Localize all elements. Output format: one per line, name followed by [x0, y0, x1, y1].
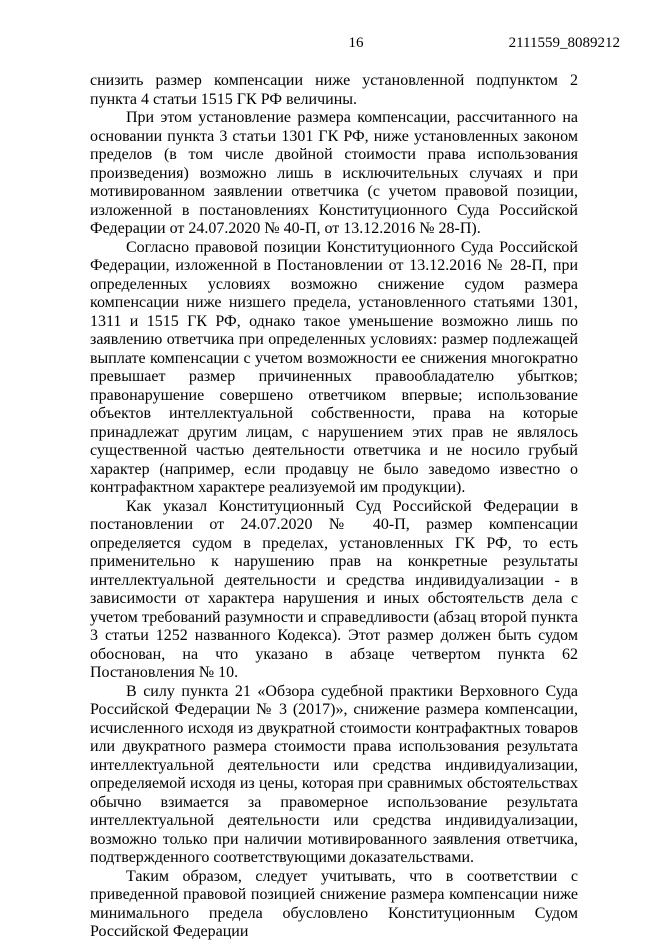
page-number: 16 [348, 35, 364, 51]
body-paragraph-1: снизить размер компенсации ниже установленной подпунктом 2 пункта 4 статьи 1515 ГК РФ величины. [90, 72, 578, 108]
document-number: 2111559_8089212 [508, 35, 620, 51]
body-paragraph-4: Как указал Конституционный Суд Российской Федерации в постановлении от 24.07.2020 № 40-П, размер компенсации определяется судом в пределах, установленных ГК РФ, то есть применительно к нарушению прав на конкретные результаты интеллектуальной деятельности и средства индивидуализации - в зависимости от характера нарушения и иных обстоятельств дела с учетом требований разумности и справедливости (абзац второй пункта 3 статьи 1252 названного Кодекса). Этот размер должен быть судом обоснован, на что указано в абзаце четвертом пункта 62 Постановления № 10. [90, 497, 578, 681]
page-header [0, 35, 667, 55]
body-paragraph-2: При этом установление размера компенсации, рассчитанного на основании пункта 3 статьи 1301 ГК РФ, ниже установленных законом пределов (в том числе двойной стоимости права использования произведения) возможно лишь в исключительных случаях и при мотивированном заявлении ответчика (с учетом правовой позиции, изложенной в постановлениях Конституционного Суда Российской Федерации от 24.07.2020 № 40-П, от 13.12.2016 № 28-П). [90, 109, 578, 237]
body-paragraph-5: В силу пункта 21 «Обзора судебной практики Верховного Суда Российской Федерации № 3 (2017)», снижение размера компенсации, исчисленного исходя из двукратной стоимости контрафактных товаров или двукратного размера стоимости права использования результата интеллектуальной деятельности или средства индивидуализации, определяемой исходя из цены, которая при сравнимых обстоятельствах обычно взимается за правомерное использование результата интеллектуальной деятельности или средства индивидуализации, возможно только при наличии мотивированного заявления ответчика, подтвержденного соответствующими доказательствами. [90, 682, 578, 866]
body-paragraph-3: Согласно правовой позиции Конституционного Суда Российской Федерации, изложенной в Постановлении от 13.12.2016 № 28-П, при определенных условиях возможно снижение судом размера компенсации ниже низшего предела, установленного статьями 1301, 1311 и 1515 ГК РФ, однако такое уменьшение возможно лишь по заявлению ответчика при определенных условиях: размер подлежащей выплате компенсации с учетом возможности ее снижения многократно превышает размер причиненных правообладателю убытков; правонарушение совершено ответчиком впервые; использование объектов интеллектуальной собственности, права на которые принадлежат другим лицам, с нарушением этих прав не являлось существенной частью деятельности ответчика и не носило грубый характер (например, если продавцу не было заведомо известно о контрафактном характере реализуемой им продукции). [90, 238, 578, 496]
document-body [90, 72, 578, 942]
body-paragraph-6: Таким образом, следует учитывать, что в соответствии с приведенной правовой позицией снижение размера компенсации ниже минимального предела обусловлено Конституционным Судом Российской Федерации [90, 867, 578, 940]
